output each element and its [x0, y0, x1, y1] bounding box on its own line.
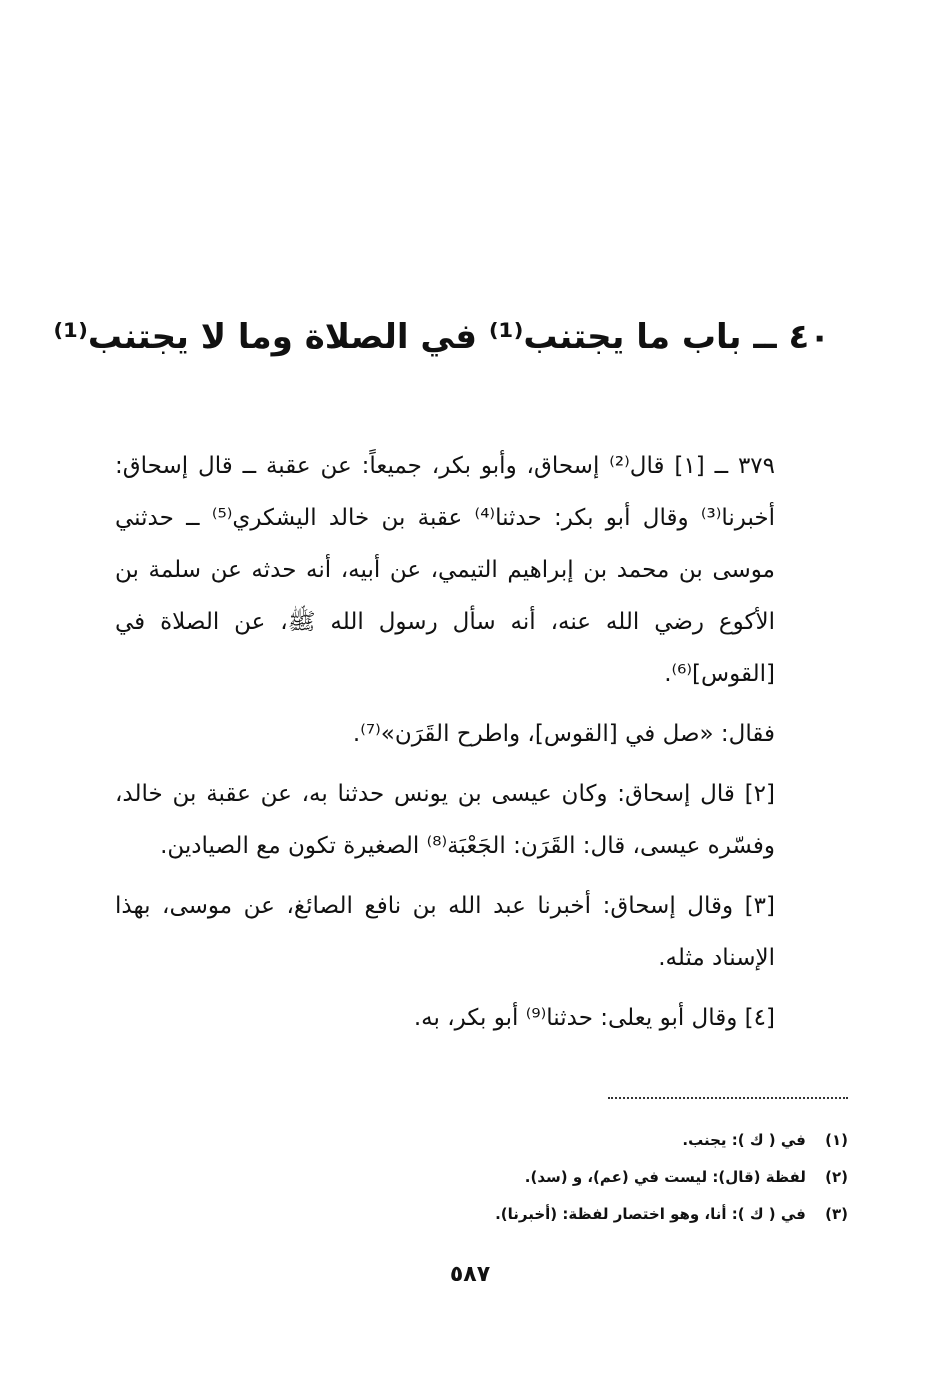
footnote-3 [300, 1196, 848, 1233]
page-number: ٥٨٧ [449, 1262, 491, 1287]
footnotes [300, 1122, 848, 1233]
paragraph-narration-2: [٢] قال إسحاق: وكان عيسى بن يونس حدثنا به، عن عقبة بن خالد، وفسّره عيسى، قال: القَرَن: الجَعْبَة⁽⁸⁾ الصغيرة تكون مع الصيادين. [115, 781, 775, 859]
footnote-text: في ( ك ): يجنب. [682, 1131, 806, 1149]
footnote-separator [608, 1097, 848, 1099]
footnote-number: (٢) [825, 1168, 848, 1186]
footnote-1 [300, 1122, 848, 1159]
chapter-heading: ٤٠ ــ باب ما يجتنب⁽¹⁾ في الصلاة وما لا يجتنب⁽¹⁾ [53, 317, 830, 357]
footnote-2 [300, 1159, 848, 1196]
footnote-number: (٣) [825, 1205, 848, 1223]
hadith-body [115, 440, 845, 1052]
paragraph-hadith-379: ٣٧٩ ــ [١] قال⁽²⁾ إسحاق، وأبو بكر، جميعاً: عن عقبة ــ قال إسحاق: أخبرنا⁽³⁾ وقال أبو بكر: حدثنا⁽⁴⁾ عقبة بن خالد اليشكري⁽⁵⁾ ــ حدثني موسى بن محمد بن إبراهيم التيمي، عن أبيه، أنه حدثه عن سلمة بن الأكوع رضي الله عنه، أنه سأل رسول الله ﷺ، عن الصلاة في [القوس]⁽⁶⁾. [115, 453, 776, 687]
footnote-text: في ( ك ): أنا، وهو اختصار لفظة: (أخبرنا). [495, 1205, 806, 1223]
footnote-number: (١) [825, 1131, 848, 1149]
paragraph-narration-3: [٣] وقال إسحاق: أخبرنا عبد الله بن نافع الصائغ، عن موسى، بهذا الإسناد مثله. [115, 893, 775, 971]
paragraph-prophet-reply: فقال: «صل في [القوس]، واطرح القَرَن»⁽⁷⁾. [352, 721, 775, 747]
paragraph-narration-4: [٤] وقال أبو يعلى: حدثنا⁽⁹⁾ أبو بكر، به. [413, 1005, 775, 1031]
footnote-text: لفظة (قال): ليست في (عم)، و (سد). [524, 1168, 806, 1186]
